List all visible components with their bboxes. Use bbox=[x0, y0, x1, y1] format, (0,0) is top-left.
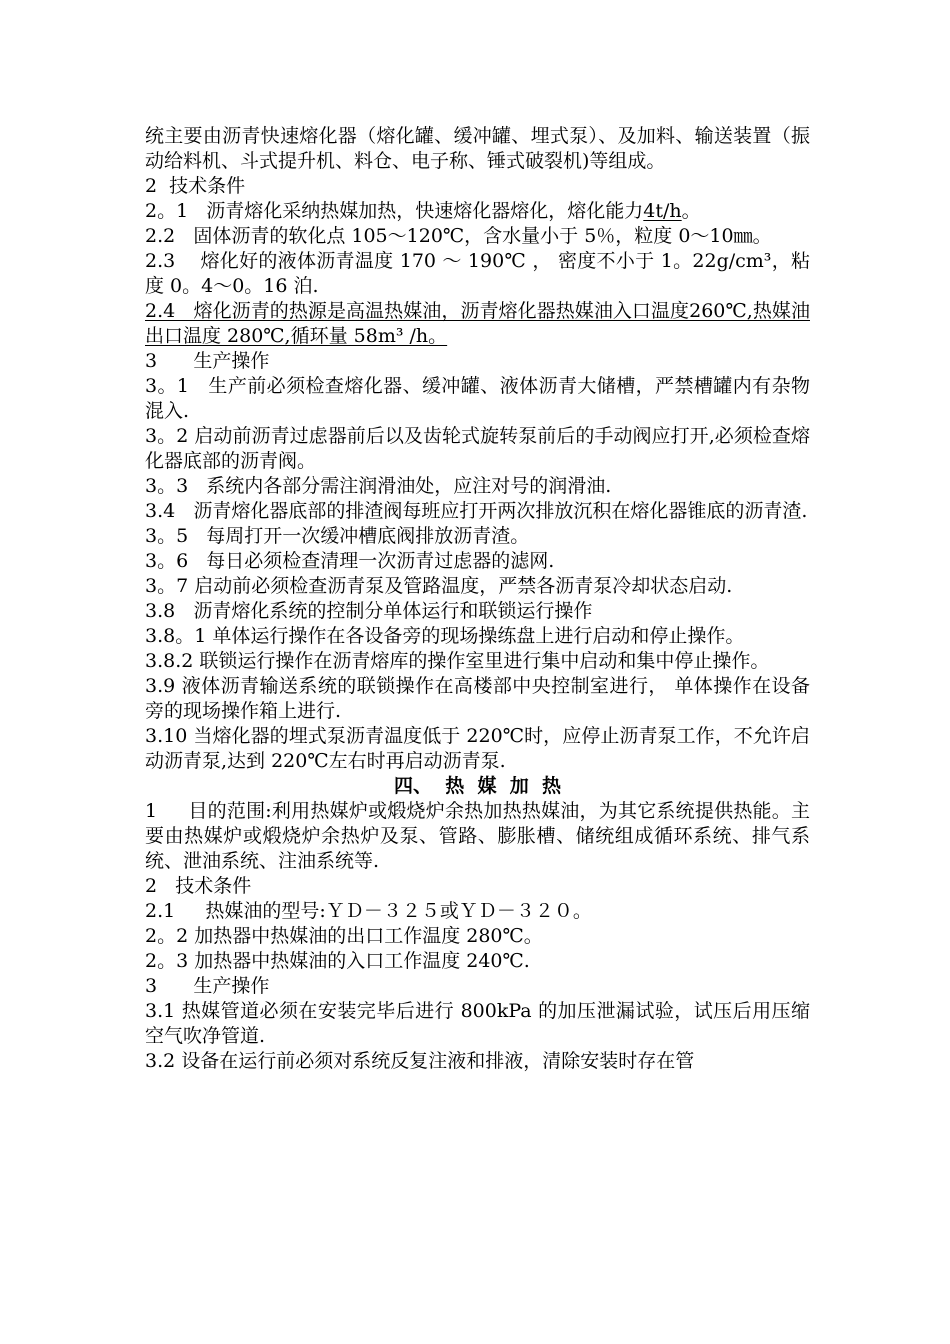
paragraph-2-1-text: 2。1 沥青熔化采纳热媒加热，快速熔化器熔化，熔化能力 bbox=[145, 200, 644, 222]
paragraph-2-1-tail: 。 bbox=[681, 200, 701, 222]
s4-paragraph-2-2: 2。2 加热器中热媒油的出口工作温度 280℃。 bbox=[145, 925, 543, 947]
paragraph-3-5: 3。5 每周打开一次缓冲槽底阀排放沥青渣。 bbox=[145, 525, 530, 547]
paragraph-3-8-2: 3.8.2 联锁运行操作在沥青熔库的操作室里进行集中启动和集中停止操作。 bbox=[145, 650, 770, 672]
document-page bbox=[145, 124, 810, 1074]
paragraph-3-10: 3.10 当熔化器的埋式泵沥青温度低于 220℃时，应停止沥青泵工作，不允许启动沥青泵,达到 220℃左右时再启动沥青泵. bbox=[145, 725, 810, 772]
paragraph-2-2: 2.2 固体沥青的软化点 105～120℃，含水量小于 5％，粒度 0～10㎜。 bbox=[145, 225, 772, 247]
paragraph-3-8-1: 3.8。1 单体运行操作在各设备旁的现场操练盘上进行启动和停止操作。 bbox=[145, 625, 745, 647]
paragraph-3-9: 3.9 液体沥青输送系统的联锁操作在高楼部中央控制室进行， 单体操作在设备旁的现场操作箱上进行. bbox=[145, 675, 810, 722]
paragraph-3-3: 3。3 系统内各部分需注润滑油处，应注对号的润滑油. bbox=[145, 475, 612, 497]
s4-paragraph-2-1: 2.1 热媒油的型号:ＹＤ－３２５或ＹＤ－３２０。 bbox=[145, 900, 592, 922]
s4-paragraph-3-1: 3.1 热媒管道必须在安装完毕后进行 800kPa 的加压泄漏试验，试压后用压缩空气吹净管道. bbox=[145, 1000, 810, 1047]
heading-production-operation: 3 生产操作 bbox=[145, 350, 270, 372]
heading-technical-conditions: 2 技术条件 bbox=[145, 175, 246, 197]
paragraph-3-4: 3.4 沥青熔化器底部的排渣阀每班应打开两次排放沉积在熔化器锥底的沥青渣. bbox=[145, 500, 808, 522]
paragraph-3-2: 3。2 启动前沥青过虑器前后以及齿轮式旋转泵前后的手动阀应打开,必须检查熔化器底部的沥青阀。 bbox=[145, 425, 810, 472]
paragraph-3-8: 3.8 沥青熔化系统的控制分单体运行和联锁运行操作 bbox=[145, 600, 593, 622]
melting-capacity-value: 4t/h bbox=[643, 200, 682, 222]
paragraph-intro: 统主要由沥青快速熔化器（熔化罐、缓冲罐、埋式泵）、及加料、输送装置（振动给料机、斗式提升机、料仓、电子称、锤式破裂机)等组成。 bbox=[145, 125, 810, 172]
s4-paragraph-2-3: 2。3 加热器中热媒油的入口工作温度 240℃. bbox=[145, 950, 530, 972]
paragraph-2-1 bbox=[145, 199, 810, 224]
paragraph-2-4: 2.4 熔化沥青的热源是高温热媒油，沥青熔化器热媒油入口温度260℃,热媒油出口温度 280℃,循环量 58m³ /h。 bbox=[145, 300, 810, 347]
paragraph-3-1: 3。1 生产前必须检查熔化器、缓冲罐、液体沥青大储槽，严禁槽罐内有杂物混入. bbox=[145, 375, 810, 422]
paragraph-2-3: 2.3 熔化好的液体沥青温度 170 ～ 190℃ ， 密度不小于 1。22g/cm³，粘度 0。4～0。16 泊. bbox=[145, 250, 810, 297]
s4-paragraph-3-2: 3.2 设备在运行前必须对系统反复注液和排液，清除安装时存在管 bbox=[145, 1050, 695, 1072]
paragraph-3-6: 3。6 每日必须检查清理一次沥青过虑器的滤网. bbox=[145, 550, 555, 572]
s4-paragraph-1: 1 目的范围:利用热媒炉或煅烧炉余热加热热媒油，为其它系统提供热能。主要由热媒炉或煅烧炉余热炉及泵、管路、膨胀槽、储统组成循环系统、排气系统、泄油系统、注油系统等. bbox=[145, 800, 810, 872]
paragraph-3-7: 3。7 启动前必须检查沥青泵及管路温度，严禁各沥青泵冷却状态启动. bbox=[145, 575, 733, 597]
section-heading-heat-medium: 四、 热 媒 加 热 bbox=[394, 775, 561, 797]
s4-heading-production-operation: 3 生产操作 bbox=[145, 975, 270, 997]
s4-heading-technical-conditions: 2 技术条件 bbox=[145, 875, 252, 897]
